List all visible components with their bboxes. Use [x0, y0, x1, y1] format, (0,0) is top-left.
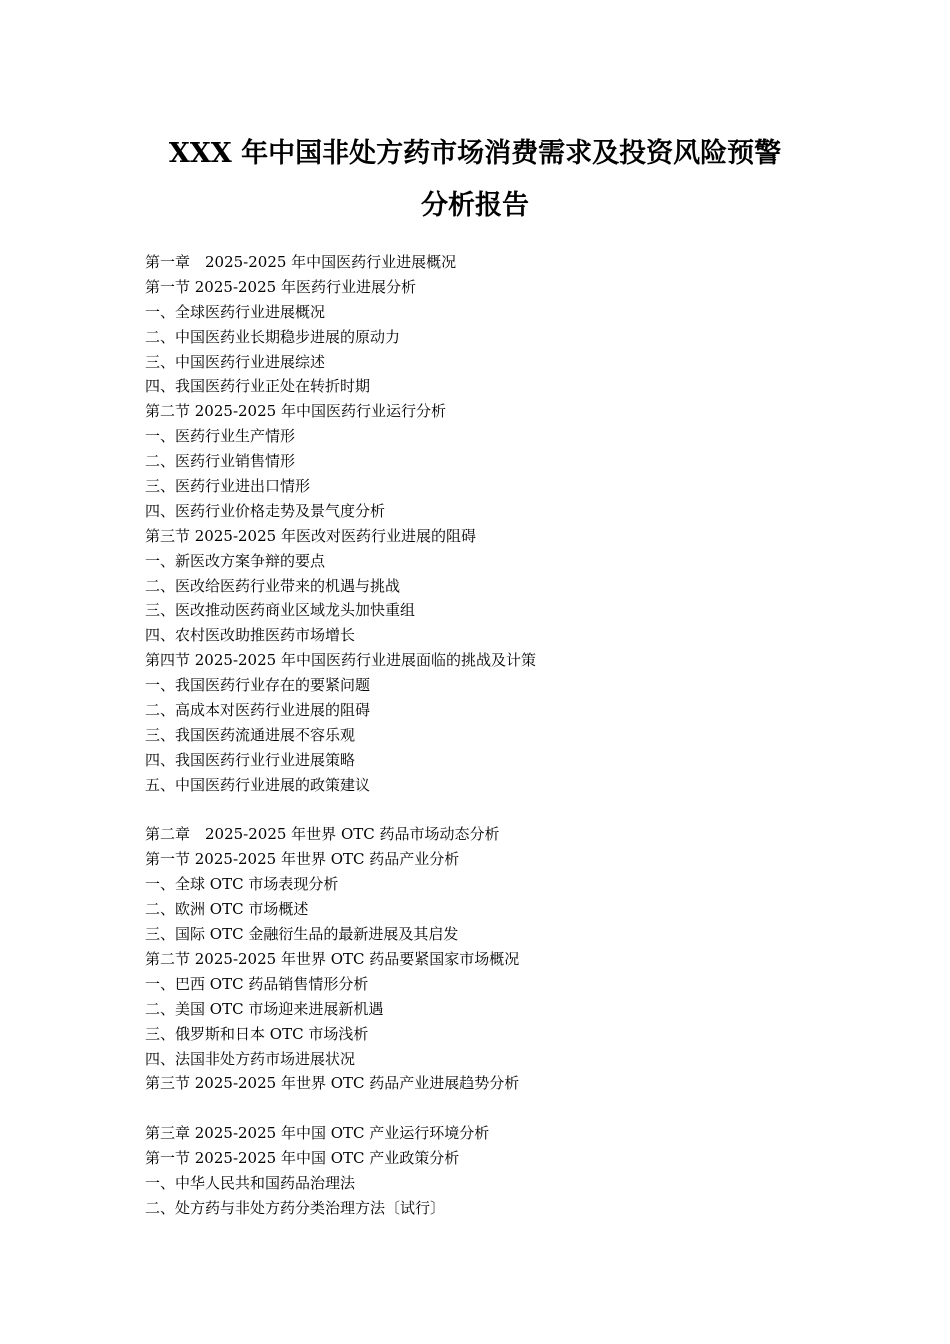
toc-entry: 四、我国医药行业行业进展策略 — [145, 750, 356, 769]
toc-entry: 一、中华人民共和国药品治理法 — [145, 1173, 356, 1192]
toc-entry: 第一节 2025-2025 年医药行业进展分析 — [145, 277, 416, 296]
toc-entry: 三、中国医药行业进展综述 — [145, 352, 326, 371]
toc-entry: 第三章 2025-2025 年中国 OTC 产业运行环境分析 — [145, 1124, 490, 1143]
toc-entry: 第二节 2025-2025 年世界 OTC 药品要紧国家市场概况 — [145, 949, 520, 968]
toc-entry: 第二章 2025-2025 年世界 OTC 药品市场动态分析 — [145, 825, 500, 844]
toc-entry: 一、巴西 OTC 药品销售情形分析 — [145, 974, 369, 993]
toc-entry: 五、中国医药行业进展的政策建议 — [145, 775, 371, 794]
toc-entry: 二、高成本对医药行业进展的阻碍 — [145, 701, 371, 720]
toc-entry: 四、法国非处方药市场进展状况 — [145, 1049, 356, 1068]
toc-entry: 一、医药行业生产情形 — [145, 427, 296, 446]
toc-entry: 三、国际 OTC 金融衍生品的最新进展及其启发 — [145, 925, 459, 944]
toc-entry: 二、美国 OTC 市场迎来进展新机遇 — [145, 999, 384, 1018]
toc-entry: 二、中国医药业长期稳步进展的原动力 — [145, 327, 401, 346]
toc-entry: 三、医改推动医药商业区域龙头加快重组 — [145, 601, 416, 620]
toc-entry: 一、新医改方案争辩的要点 — [145, 551, 326, 570]
toc-entry: 第四节 2025-2025 年中国医药行业进展面临的挑战及计策 — [145, 651, 536, 670]
report-title — [0, 128, 950, 232]
toc-entry: 二、欧洲 OTC 市场概述 — [145, 900, 309, 919]
toc-entry: 第三节 2025-2025 年世界 OTC 药品产业进展趋势分析 — [145, 1074, 520, 1093]
toc-entry: 四、医药行业价格走势及景气度分析 — [145, 501, 386, 520]
toc-entry: 一、全球医药行业进展概况 — [145, 302, 326, 321]
table-of-contents — [145, 250, 845, 1221]
toc-entry: 二、医药行业销售情形 — [145, 452, 296, 471]
toc-spacer — [145, 798, 845, 823]
toc-entry: 第一节 2025-2025 年中国 OTC 产业政策分析 — [145, 1149, 460, 1168]
report-title-line-2: 分析报告 — [421, 190, 529, 221]
toc-entry: 二、处方药与非处方药分类治理方法〔试行〕 — [145, 1198, 446, 1217]
toc-entry: 一、全球 OTC 市场表现分析 — [145, 875, 339, 894]
report-title-line-1: XXX 年中国非处方药市场消费需求及投资风险预警 — [168, 138, 782, 169]
toc-entry: 二、医改给医药行业带来的机遇与挑战 — [145, 576, 401, 595]
toc-entry: 第三节 2025-2025 年医改对医药行业进展的阻碍 — [145, 526, 476, 545]
toc-entry: 第一章 2025-2025 年中国医药行业进展概况 — [145, 253, 457, 271]
toc-entry: 三、医药行业进出口情形 — [145, 477, 311, 496]
toc-entry: 一、我国医药行业存在的要紧问题 — [145, 676, 371, 695]
toc-entry: 三、我国医药流通进展不容乐观 — [145, 725, 356, 744]
toc-entry: 三、俄罗斯和日本 OTC 市场浅析 — [145, 1024, 369, 1043]
toc-entry: 第一节 2025-2025 年世界 OTC 药品产业分析 — [145, 850, 460, 869]
toc-entry: 四、农村医改助推医药市场增长 — [145, 626, 356, 645]
toc-entry: 四、我国医药行业正处在转折时期 — [145, 377, 371, 396]
toc-spacer — [145, 1096, 845, 1121]
toc-entry: 第二节 2025-2025 年中国医药行业运行分析 — [145, 402, 446, 421]
